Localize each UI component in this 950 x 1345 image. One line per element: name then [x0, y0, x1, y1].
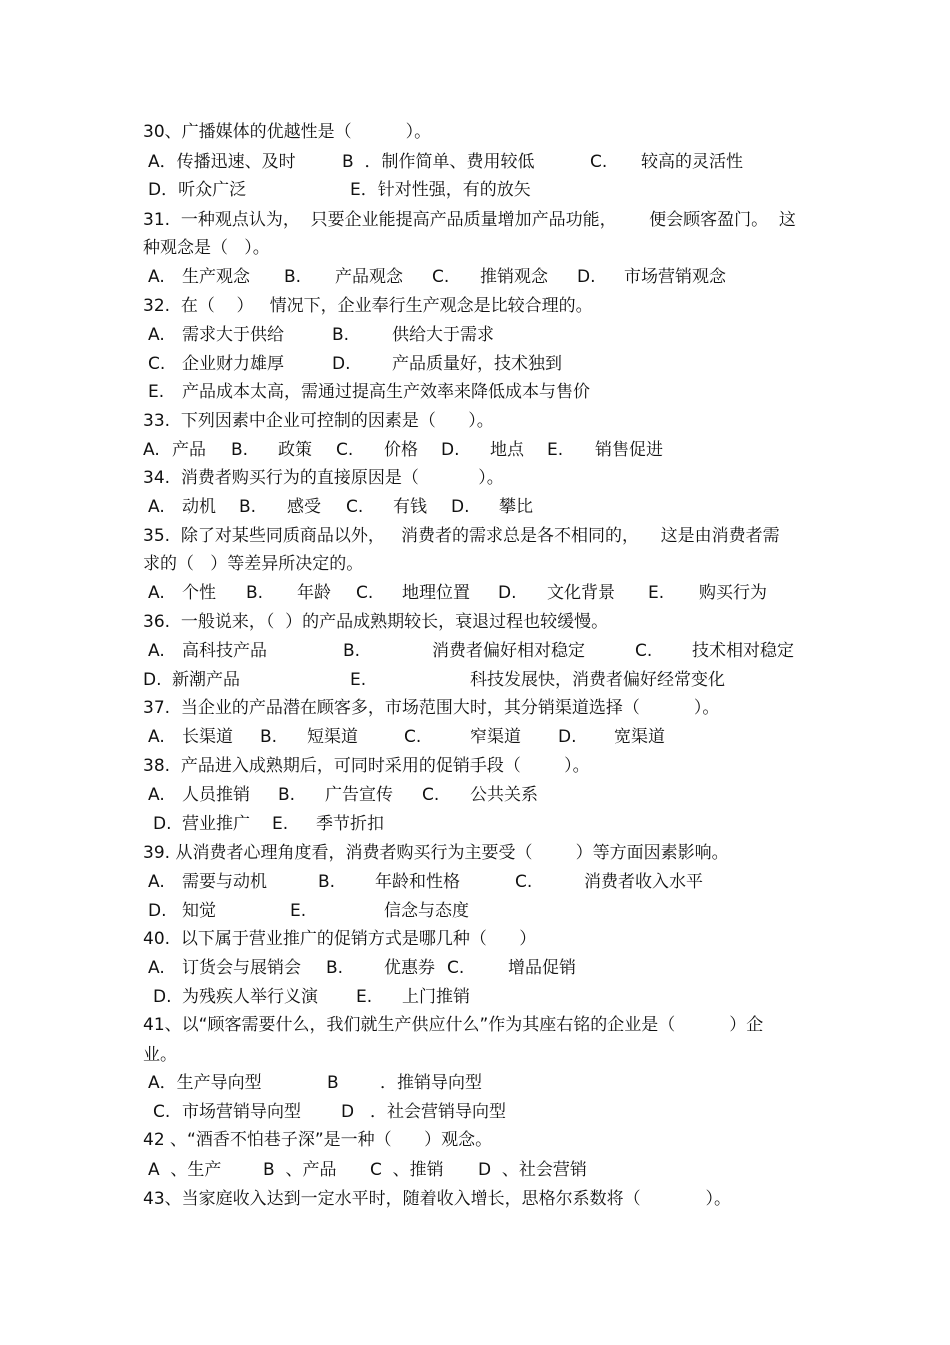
- line-segment-text: 价格: [384, 440, 418, 460]
- line-segment-text: B.: [318, 872, 336, 892]
- line-segment-text: 产品观念: [335, 267, 403, 287]
- line-segment-text: ．社会营销导向型: [370, 1102, 506, 1122]
- line-segment-text: 订货会与展销会: [182, 958, 301, 978]
- line-segment-text: 消费者收入水平: [584, 872, 703, 892]
- line-start-text: 39. 从消费者心理角度看，消费者购买行为主要受（ ）等方面因素影响。: [143, 843, 729, 863]
- line-start-text: 求的（ ）等差异所决定的。: [143, 554, 364, 574]
- text-line: [0, 839, 950, 867]
- line-segment-text: D.: [332, 354, 351, 374]
- line-segment-text: 短渠道: [307, 727, 358, 747]
- line-start-text: 33. 下列因素中企业可控制的因素是（ ）。: [143, 411, 494, 431]
- line-segment-text: 年龄: [297, 583, 331, 603]
- line-segment-text: 动机: [182, 497, 216, 517]
- line-segment-text: 消费者偏好相对稳定: [432, 641, 585, 661]
- line-start-text: 37. 当企业的产品潜在顾客多，市场范围大时，其分销渠道选择（ ）。: [143, 698, 720, 718]
- text-line: [0, 1185, 950, 1213]
- line-start-text: D.: [153, 814, 172, 834]
- line-start-text: A.: [148, 872, 165, 892]
- line-segment-text: 技术相对稳定: [692, 641, 794, 661]
- line-start-text: A 、生产: [148, 1160, 222, 1180]
- line-segment-text: D: [341, 1102, 355, 1122]
- text-line: [0, 436, 950, 464]
- text-line: [0, 579, 950, 607]
- text-line: [0, 925, 950, 953]
- text-line: [0, 292, 950, 320]
- line-start-text: D.: [143, 670, 162, 690]
- line-segment-text: E.: [272, 814, 289, 834]
- line-start-text: C.: [153, 1102, 171, 1122]
- line-segment-text: D.: [441, 440, 460, 460]
- line-segment-text: 文化背景: [547, 583, 615, 603]
- line-segment-text: C.: [590, 152, 608, 172]
- text-line: [0, 206, 950, 234]
- line-segment-text: 人员推销: [182, 785, 250, 805]
- line-segment-text: C.: [447, 958, 465, 978]
- line-segment-text: E．针对性强，有的放矢: [350, 180, 531, 200]
- text-line: [0, 321, 950, 349]
- line-segment-text: C.: [336, 440, 354, 460]
- line-segment-text: 广告宣传: [325, 785, 393, 805]
- line-start-text: A.: [148, 727, 165, 747]
- text-line: [0, 868, 950, 896]
- line-segment-text: 攀比: [499, 497, 533, 517]
- line-segment-text: E.: [290, 901, 307, 921]
- line-start-text: A.: [148, 785, 165, 805]
- text-line: [0, 983, 950, 1011]
- line-start-text: 38. 产品进入成熟期后，可同时采用的促销手段（ ）。: [143, 756, 590, 776]
- line-segment-text: 新潮产品: [172, 670, 240, 690]
- line-segment-text: 知觉: [182, 901, 216, 921]
- line-start-text: A.: [148, 497, 165, 517]
- line-segment-text: 优惠券: [384, 958, 435, 978]
- line-segment-text: B: [327, 1073, 339, 1093]
- line-segment-text: C 、推销: [370, 1160, 444, 1180]
- line-start-text: A．生产导向型: [148, 1073, 262, 1093]
- line-segment-text: 营业推广: [182, 814, 250, 834]
- line-segment-text: 需求大于供给: [182, 325, 284, 345]
- text-line: [0, 350, 950, 378]
- line-segment-text: D.: [558, 727, 577, 747]
- text-line: [0, 723, 950, 751]
- line-segment-text: 上门推销: [402, 987, 470, 1007]
- line-start-text: 34. 消费者购买行为的直接原因是（ ）。: [143, 468, 504, 488]
- line-segment-text: D.: [451, 497, 470, 517]
- line-segment-text: 地理位置: [402, 583, 470, 603]
- text-line: [0, 954, 950, 982]
- text-line: [0, 234, 950, 262]
- line-start-text: 43、当家庭收入达到一定水平时，随着收入增长，思格尔系数将（ ）。: [143, 1189, 731, 1209]
- line-segment-text: C.: [635, 641, 653, 661]
- text-line: [0, 493, 950, 521]
- line-segment-text: B.: [332, 325, 350, 345]
- line-start-text: A.: [143, 440, 160, 460]
- line-segment-text: E.: [350, 670, 367, 690]
- text-line: [0, 148, 950, 176]
- line-segment-text: 长渠道: [182, 727, 233, 747]
- line-segment-text: 生产观念: [182, 267, 250, 287]
- line-segment-text: D.: [577, 267, 596, 287]
- line-start-text: D.: [153, 987, 172, 1007]
- line-segment-text: 公共关系: [470, 785, 538, 805]
- text-line: [0, 1156, 950, 1184]
- line-start-text: A.: [148, 583, 165, 603]
- line-segment-text: 推销观念: [480, 267, 548, 287]
- line-segment-text: 产品: [172, 440, 206, 460]
- line-start-text: 42 、“酒香不怕巷子深”是一种（ ）观念。: [143, 1130, 493, 1150]
- text-line: [0, 1041, 950, 1069]
- line-segment-text: 地点: [490, 440, 524, 460]
- line-segment-text: C.: [346, 497, 364, 517]
- line-start-text: 41、以“顾客需要什么，我们就生产供应什么”作为其座右铭的企业是（ ）企: [143, 1015, 764, 1035]
- text-line: [0, 263, 950, 291]
- text-line: [0, 1098, 950, 1126]
- line-segment-text: B 、产品: [263, 1160, 337, 1180]
- line-segment-text: 企业财力雄厚: [182, 354, 284, 374]
- line-segment-text: 市场营销观念: [624, 267, 726, 287]
- text-line: [0, 637, 950, 665]
- line-segment-text: 增品促销: [508, 958, 576, 978]
- line-segment-text: ．推销导向型: [380, 1073, 482, 1093]
- text-line: [0, 666, 950, 694]
- line-start-text: 31. 一种观点认为， 只要企业能提高产品质量增加产品功能， 便会顾客盈门。 这: [143, 210, 796, 230]
- line-segment-text: 有钱: [393, 497, 427, 517]
- line-segment-text: 需要与动机: [182, 872, 267, 892]
- line-segment-text: 供给大于需求: [392, 325, 494, 345]
- line-segment-text: E.: [547, 440, 564, 460]
- line-segment-text: D.: [498, 583, 517, 603]
- line-start-text: 业。: [143, 1045, 177, 1065]
- line-segment-text: 季节折扣: [316, 814, 384, 834]
- line-start-text: 32. 在（ ） 情况下，企业奉行生产观念是比较合理的。: [143, 296, 593, 316]
- line-start-text: A.: [148, 325, 165, 345]
- text-line: [0, 1126, 950, 1154]
- line-start-text: A．传播迅速、及时: [148, 152, 296, 172]
- line-segment-text: 科技发展快，消费者偏好经常变化: [470, 670, 725, 690]
- line-start-text: C.: [148, 354, 166, 374]
- line-segment-text: B.: [260, 727, 278, 747]
- line-segment-text: C.: [422, 785, 440, 805]
- text-line: [0, 608, 950, 636]
- line-segment-text: E.: [648, 583, 665, 603]
- line-segment-text: 感受: [287, 497, 321, 517]
- line-segment-text: 政策: [278, 440, 312, 460]
- line-segment-text: 为残疾人举行义演: [182, 987, 318, 1007]
- line-segment-text: B ．制作简单、费用较低: [342, 152, 535, 172]
- line-segment-text: 购买行为: [699, 583, 767, 603]
- line-segment-text: B.: [343, 641, 361, 661]
- text-line: [0, 897, 950, 925]
- line-start-text: D．听众广泛: [148, 180, 247, 200]
- line-start-text: A.: [148, 958, 165, 978]
- line-segment-text: 产品质量好，技术独到: [392, 354, 562, 374]
- line-start-text: D.: [148, 901, 167, 921]
- line-segment-text: C.: [404, 727, 422, 747]
- line-segment-text: 销售促进: [595, 440, 663, 460]
- line-start-text: E.: [148, 382, 165, 402]
- line-segment-text: D 、社会营销: [478, 1160, 587, 1180]
- line-segment-text: B.: [326, 958, 344, 978]
- line-start-text: 种观念是（ ）。: [143, 238, 270, 258]
- text-line: [0, 694, 950, 722]
- text-line: [0, 1011, 950, 1039]
- line-start-text: A.: [148, 641, 165, 661]
- text-line: [0, 522, 950, 550]
- line-segment-text: 较高的灵活性: [641, 152, 743, 172]
- line-segment-text: 信念与态度: [384, 901, 469, 921]
- line-start-text: 36. 一般说来，（ ）的产品成熟期较长，衰退过程也较缓慢。: [143, 612, 609, 632]
- text-line: [0, 781, 950, 809]
- text-line: [0, 464, 950, 492]
- line-segment-text: C.: [356, 583, 374, 603]
- text-line: [0, 1069, 950, 1097]
- line-start-text: A.: [148, 267, 165, 287]
- text-line: [0, 810, 950, 838]
- line-segment-text: C.: [432, 267, 450, 287]
- line-segment-text: 个性: [182, 583, 216, 603]
- text-line: [0, 176, 950, 204]
- line-segment-text: B.: [231, 440, 249, 460]
- line-start-text: 35. 除了对某些同质商品以外， 消费者的需求总是各不相同的， 这是由消费者需: [143, 526, 780, 546]
- line-start-text: 40. 以下属于营业推广的促销方式是哪几种（ ）: [143, 929, 537, 949]
- line-segment-text: 产品成本太高，需通过提高生产效率来降低成本与售价: [182, 382, 590, 402]
- line-start-text: 30、广播媒体的优越性是（ ）。: [143, 122, 432, 142]
- line-segment-text: 窄渠道: [470, 727, 521, 747]
- line-segment-text: 宽渠道: [614, 727, 665, 747]
- line-segment-text: B.: [278, 785, 296, 805]
- text-line: [0, 752, 950, 780]
- line-segment-text: B.: [246, 583, 264, 603]
- line-segment-text: B.: [284, 267, 302, 287]
- line-segment-text: 年龄和性格: [375, 872, 460, 892]
- line-segment-text: C.: [515, 872, 533, 892]
- text-line: [0, 407, 950, 435]
- text-line: [0, 118, 950, 146]
- line-segment-text: B.: [239, 497, 257, 517]
- line-segment-text: 市场营销导向型: [182, 1102, 301, 1122]
- line-segment-text: E.: [356, 987, 373, 1007]
- line-segment-text: 高科技产品: [182, 641, 267, 661]
- text-line: [0, 550, 950, 578]
- text-line: [0, 378, 950, 406]
